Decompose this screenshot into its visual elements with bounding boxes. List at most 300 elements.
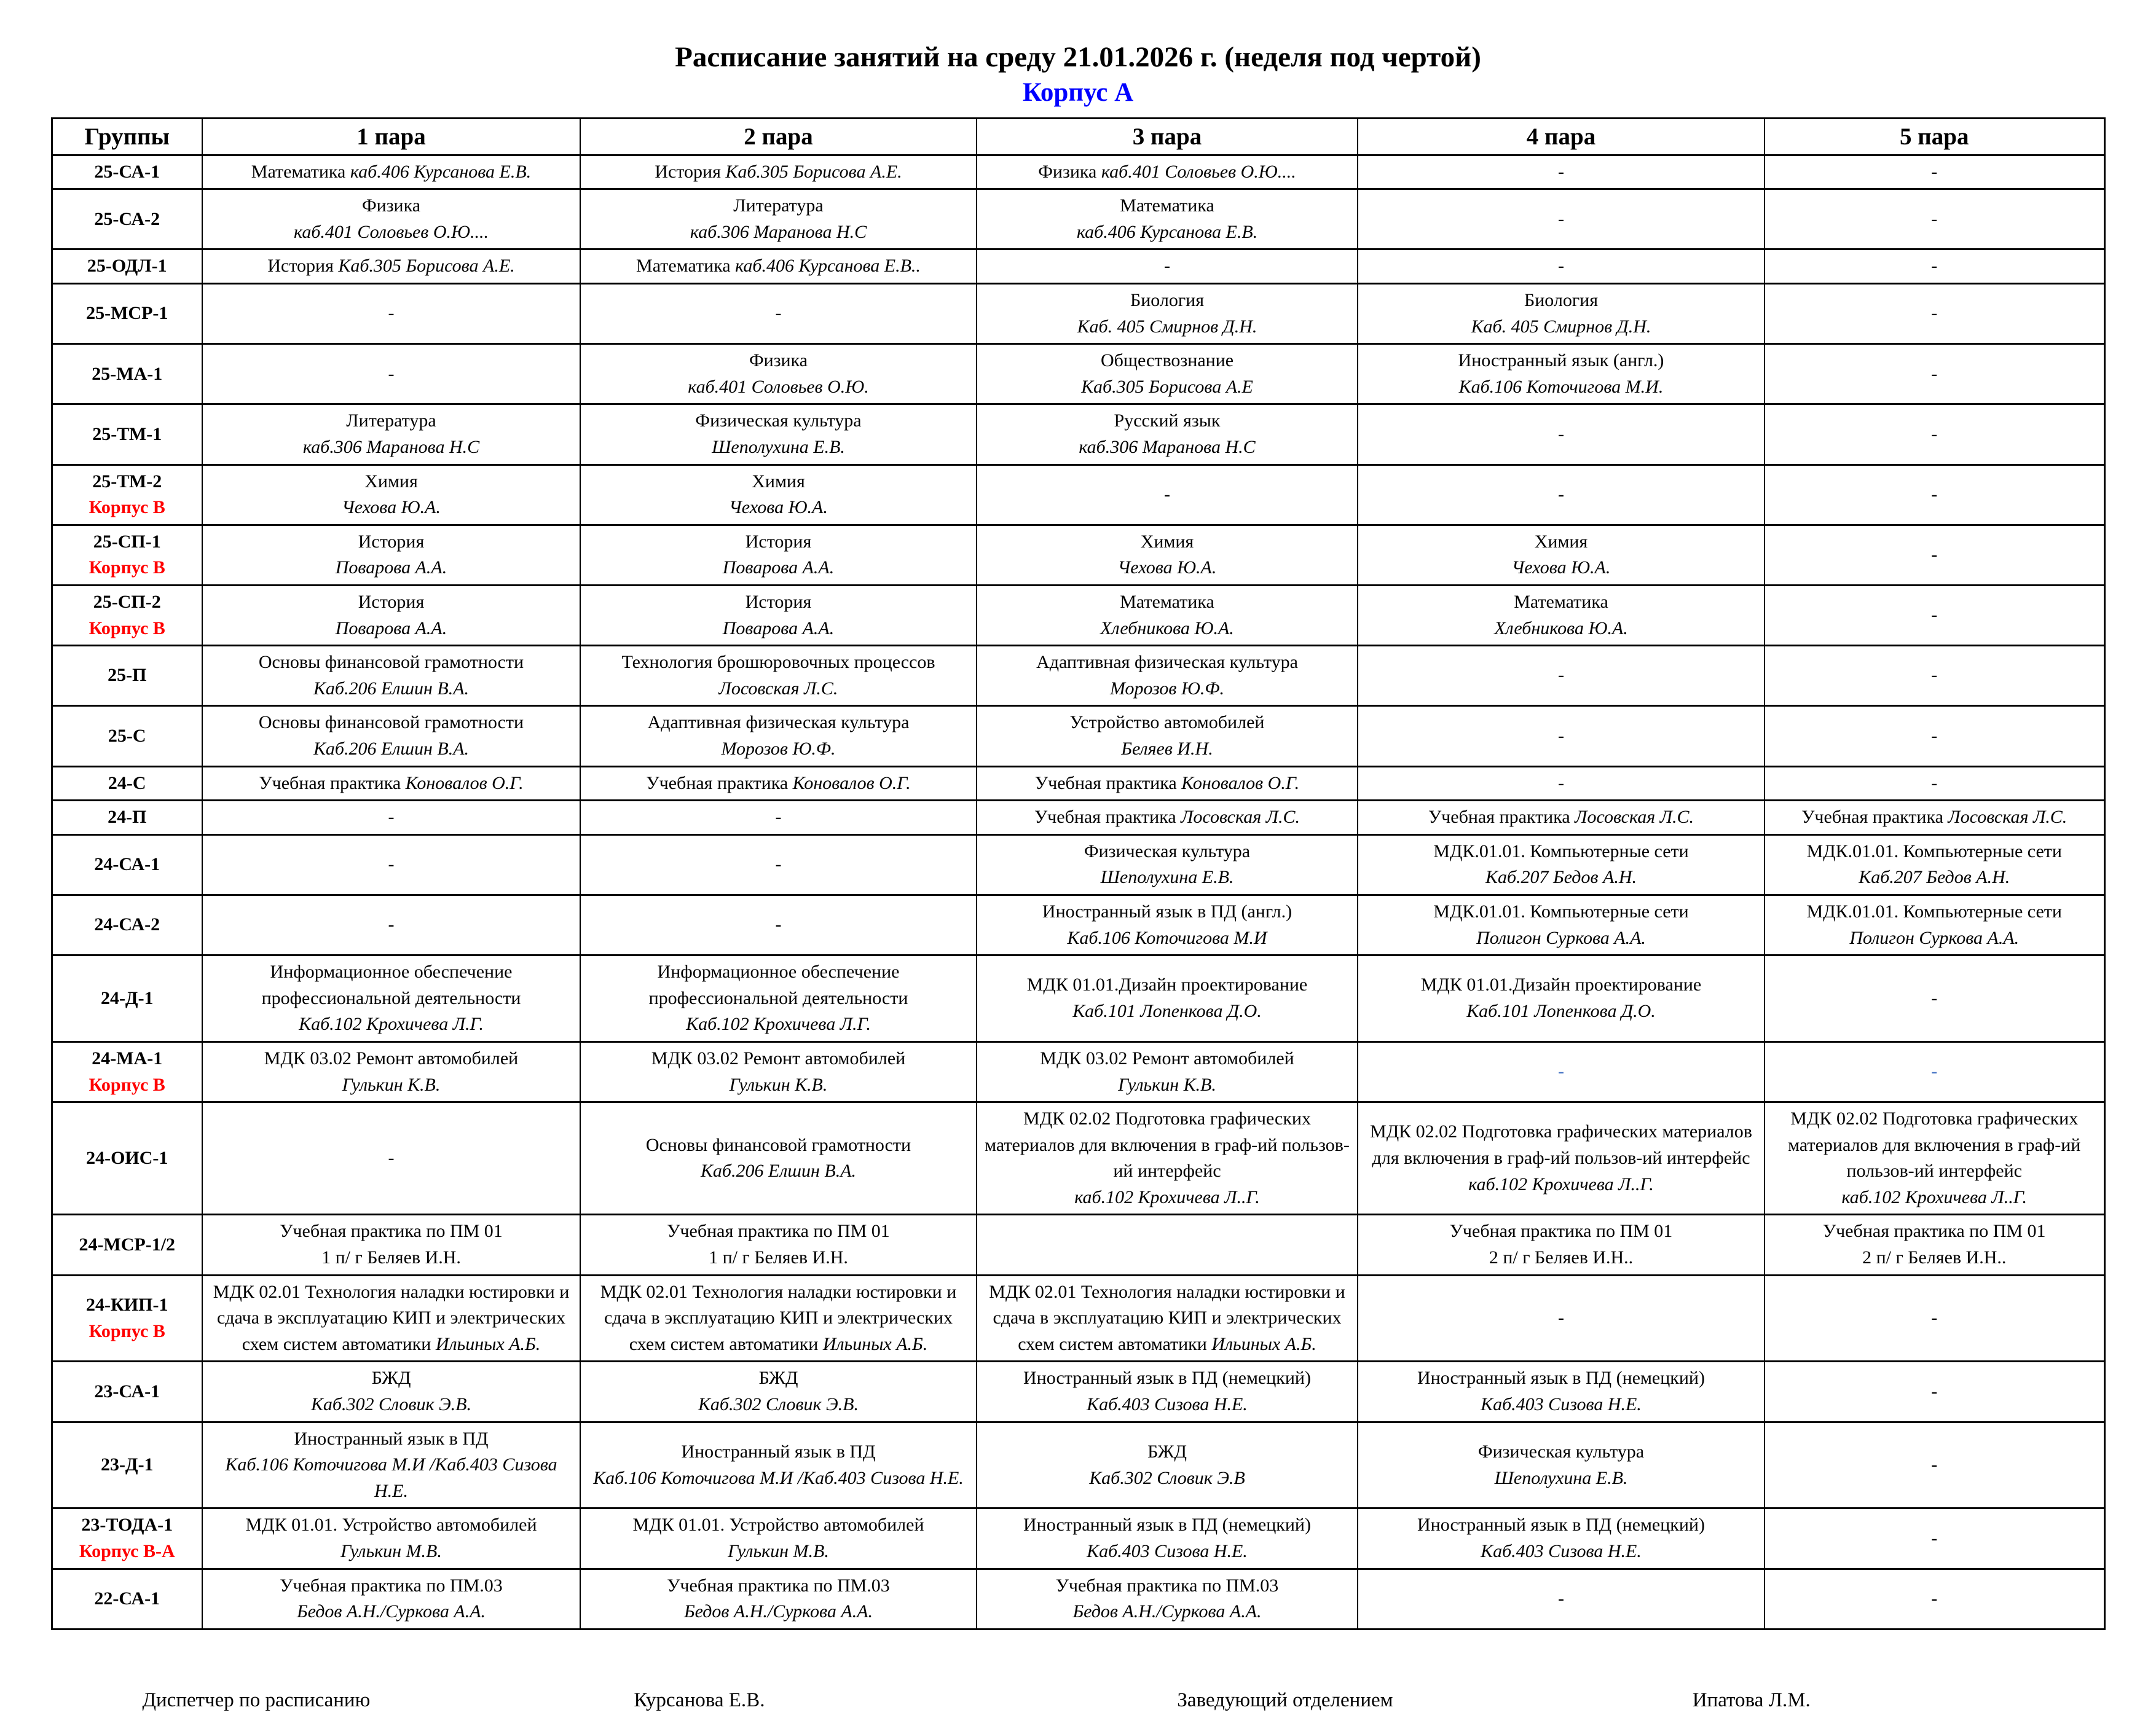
lesson-line: Беляев И.Н. — [1121, 738, 1213, 759]
lesson-cell — [1765, 955, 2104, 1042]
lesson-cell — [1765, 155, 2104, 189]
group-name: 23-ТОДА-1 — [81, 1515, 173, 1536]
group-cell — [52, 189, 202, 249]
lesson-line: - — [1164, 484, 1170, 504]
lesson-line: - — [1931, 605, 1938, 626]
group-cell — [52, 706, 202, 766]
lesson-cell — [1358, 1508, 1765, 1569]
lesson-cell — [977, 1102, 1358, 1215]
lesson-line: 2 п/ г Беляев И.Н.. — [1489, 1247, 1634, 1268]
table-row — [52, 834, 2104, 895]
group-name: 25-СП-2 — [93, 592, 161, 612]
lesson-line: Каб.206 Елшин В.А. — [313, 678, 470, 699]
lesson-line: Каб.403 Сизова Н.Е. — [1481, 1394, 1642, 1415]
group-cell — [52, 344, 202, 404]
lesson-line: - — [1931, 363, 1938, 384]
lesson-line: - — [1931, 1588, 1938, 1609]
lesson-cell — [580, 834, 977, 895]
lesson-cell — [1358, 706, 1765, 766]
group-cell — [52, 1215, 202, 1275]
lesson-line: каб.406 Курсанова Е.В. — [1076, 221, 1258, 242]
lesson-line: Поварова А.А. — [722, 557, 835, 578]
lesson-cell — [977, 284, 1358, 344]
corpus-label: Корпус В — [89, 1074, 165, 1095]
lesson-line: Каб.206 Елшин В.А. — [313, 738, 470, 759]
lesson-cell — [1358, 1569, 1765, 1629]
lesson-line: МДК.01.01. Компьютерные сети — [1806, 901, 2062, 922]
column-header-5: 5 пара — [1765, 118, 2104, 155]
lesson-cell — [1358, 834, 1765, 895]
lesson-line: - — [1558, 423, 1564, 444]
group-cell — [52, 586, 202, 646]
lesson-line: Иностранный язык (англ.) — [1458, 350, 1664, 371]
lesson-cell — [202, 1569, 580, 1629]
lesson-cell — [202, 525, 580, 585]
lesson-line: - — [1558, 1308, 1564, 1328]
lesson-line: Бедов А.Н./Суркова А.А. — [296, 1601, 486, 1622]
lesson-line: Каб.302 Словик Э.В — [1089, 1467, 1245, 1488]
lesson-line: Литература — [346, 410, 436, 431]
table-row — [52, 249, 2104, 284]
lesson-line: - — [1164, 256, 1170, 277]
lesson-cell — [1358, 801, 1765, 835]
lesson-cell — [580, 284, 977, 344]
corpus-title: Корпус А — [1022, 77, 1134, 107]
lesson-line: - — [388, 303, 395, 324]
lesson-line: Каб.101 Лопенкова Д.О. — [1072, 1001, 1262, 1022]
lesson-line: Учебная практика Коновалов О.Г. — [259, 772, 524, 793]
lesson-line: МДК 02.02 Подготовка графических материалов для включения в граф-ий пользов-ий интерфейс — [985, 1108, 1350, 1182]
group-cell — [52, 646, 202, 706]
lesson-cell — [1765, 766, 2104, 801]
lesson-line: Учебная практика по ПМ 01 — [667, 1221, 890, 1242]
lesson-line: 2 п/ г Беляев И.Н.. — [1862, 1247, 2007, 1268]
lesson-line: Математика каб.406 Курсанова Е.В.. — [636, 256, 921, 277]
group-name: 24-С — [108, 772, 146, 793]
lesson-cell — [580, 249, 977, 284]
lesson-line: Химия — [364, 471, 418, 492]
lesson-cell — [580, 895, 977, 955]
lesson-line: БЖД — [1147, 1441, 1187, 1462]
lesson-line: каб.306 Маранова Н.С — [690, 221, 867, 242]
lesson-cell — [1765, 525, 2104, 585]
lesson-line: Учебная практика по ПМ.03 — [280, 1575, 503, 1596]
lesson-cell — [580, 465, 977, 525]
lesson-cell — [1358, 1362, 1765, 1422]
group-cell — [52, 1422, 202, 1508]
lesson-cell — [202, 1362, 580, 1422]
lesson-cell — [977, 1215, 1358, 1275]
lesson-line: Иностранный язык в ПД — [294, 1428, 489, 1449]
lesson-line: - — [1931, 987, 1938, 1008]
lesson-line: - — [1558, 1061, 1564, 1082]
group-name: 24-МА-1 — [92, 1048, 163, 1069]
lesson-cell — [1765, 249, 2104, 284]
lesson-line: Каб.207 Бедов А.Н. — [1859, 867, 2010, 888]
lesson-cell — [1358, 1275, 1765, 1362]
lesson-line: Хлебникова Ю.А. — [1100, 618, 1234, 638]
lesson-cell — [580, 706, 977, 766]
group-cell — [52, 1041, 202, 1102]
lesson-line: - — [388, 914, 395, 935]
lesson-line: Физическая культура — [695, 410, 862, 431]
lesson-line: Иностранный язык в ПД (немецкий) — [1417, 1515, 1705, 1536]
lesson-cell — [977, 766, 1358, 801]
dispatcher-name: Курсанова Е.В. — [634, 1689, 765, 1711]
lesson-cell — [1358, 189, 1765, 249]
table-body — [52, 155, 2104, 1629]
lesson-cell — [202, 955, 580, 1042]
table-row — [52, 1362, 2104, 1422]
group-cell — [52, 1569, 202, 1629]
lesson-cell — [202, 1102, 580, 1215]
lesson-line: каб.102 Крохичева Л..Г. — [1468, 1174, 1654, 1194]
group-cell — [52, 284, 202, 344]
lesson-cell — [977, 801, 1358, 835]
schedule-table — [51, 117, 2106, 1630]
lesson-line: МДК 01.01. Устройство автомобилей — [245, 1515, 537, 1536]
lesson-cell — [202, 155, 580, 189]
lesson-line: Учебная практика по ПМ 01 — [1822, 1221, 2046, 1242]
lesson-cell — [1765, 1215, 2104, 1275]
lesson-line: Гулькин М.В. — [728, 1541, 829, 1561]
lesson-line: БЖД — [758, 1368, 798, 1389]
lesson-cell — [1358, 249, 1765, 284]
group-cell — [52, 1102, 202, 1215]
lesson-cell — [977, 586, 1358, 646]
lesson-line: МДК.01.01. Компьютерные сети — [1433, 841, 1689, 861]
lesson-line: - — [388, 1147, 395, 1168]
lesson-line: - — [1558, 484, 1564, 504]
lesson-cell — [202, 895, 580, 955]
lesson-cell — [1765, 586, 2104, 646]
lesson-cell — [977, 1362, 1358, 1422]
lesson-line: каб.401 Соловьев О.Ю.... — [294, 221, 489, 242]
lesson-line: - — [1558, 1588, 1564, 1609]
lesson-line: Биология — [1524, 290, 1598, 311]
group-cell — [52, 1275, 202, 1362]
lesson-cell — [977, 404, 1358, 465]
lesson-line: Учебная практика Лосовская Л.С. — [1801, 807, 2067, 828]
lesson-line: Математика каб.406 Курсанова Е.В. — [251, 161, 532, 182]
group-name: 22-СА-1 — [94, 1588, 160, 1609]
page-title: Расписание занятий на среду 21.01.2026 г. (неделя под чертой) — [675, 41, 1481, 73]
department-head-label: Заведующий отделением — [1177, 1689, 1393, 1711]
table-row — [52, 801, 2104, 835]
lesson-line: МДК 03.02 Ремонт автомобилей — [651, 1048, 906, 1069]
lesson-line: - — [775, 854, 782, 875]
table-row — [52, 1569, 2104, 1629]
lesson-line: Шеполухина Е.В. — [712, 437, 845, 458]
lesson-line: Иностранный язык в ПД (немецкий) — [1023, 1515, 1311, 1536]
lesson-line: - — [1931, 161, 1938, 182]
group-cell — [52, 955, 202, 1042]
group-name: 25-П — [108, 665, 147, 686]
lesson-cell — [580, 404, 977, 465]
lesson-line: - — [1558, 665, 1564, 686]
lesson-cell — [977, 189, 1358, 249]
lesson-line: МДК 01.01.Дизайн проектирование — [1420, 975, 1702, 995]
lesson-line: Каб.102 Крохичева Л.Г. — [299, 1014, 484, 1035]
lesson-cell — [580, 1102, 977, 1215]
lesson-line: Обществознание — [1100, 350, 1234, 371]
lesson-line: Шеполухина Е.В. — [1100, 867, 1234, 888]
group-name: 25-МА-1 — [92, 363, 163, 384]
lesson-line: Чехова Ю.А. — [729, 497, 828, 518]
header-row — [52, 118, 2104, 155]
group-name: 24-П — [108, 807, 147, 828]
lesson-line: История — [358, 531, 425, 552]
lesson-line: 1 п/ г Беляев И.Н. — [709, 1247, 848, 1268]
lesson-line: История Каб.305 Борисова А.Е. — [267, 256, 515, 277]
lesson-cell — [1358, 586, 1765, 646]
lesson-cell — [580, 955, 977, 1042]
group-name: 24-СА-1 — [94, 854, 160, 875]
lesson-cell — [1765, 1508, 2104, 1569]
lesson-line: - — [1931, 208, 1938, 229]
lesson-line: - — [1931, 1528, 1938, 1548]
lesson-line: Морозов Ю.Ф. — [1109, 678, 1225, 699]
lesson-line: Каб.302 Словик Э.В. — [698, 1394, 859, 1415]
lesson-cell — [580, 1215, 977, 1275]
lesson-cell — [580, 586, 977, 646]
lesson-cell — [202, 1275, 580, 1362]
lesson-line: История — [745, 592, 812, 612]
lesson-line: - — [775, 303, 782, 324]
lesson-line: МДК 02.01 Технология наладки юстировки и сдача в эксплуатацию КИП и электрических схем систем автоматики Ильиных А.Б. — [600, 1281, 957, 1354]
lesson-line: 1 п/ г Беляев И.Н. — [321, 1247, 461, 1268]
table-row — [52, 1102, 2104, 1215]
lesson-cell — [202, 344, 580, 404]
lesson-line: - — [1931, 303, 1938, 324]
lesson-line: Физическая культура — [1477, 1441, 1645, 1462]
lesson-line: Основы финансовой грамотности — [258, 712, 524, 733]
column-header-2: 2 пара — [580, 118, 977, 155]
lesson-line: - — [1558, 772, 1564, 793]
dispatcher-label: Диспетчер по расписанию — [142, 1689, 371, 1711]
lesson-line: Основы финансовой грамотности — [645, 1134, 911, 1155]
lesson-line: Поварова А.А. — [335, 557, 447, 578]
table-row — [52, 404, 2104, 465]
lesson-line: Учебная практика Коновалов О.Г. — [646, 772, 911, 793]
lesson-line: Каб.305 Борисова А.Е — [1081, 376, 1253, 397]
lesson-cell — [580, 801, 977, 835]
lesson-cell — [202, 706, 580, 766]
corpus-label: Корпус В — [89, 497, 165, 518]
lesson-line: Математика — [1514, 592, 1608, 612]
lesson-cell — [1765, 1422, 2104, 1508]
group-name: 25-ТМ-1 — [92, 423, 162, 444]
lesson-cell — [977, 834, 1358, 895]
lesson-cell — [1765, 1569, 2104, 1629]
lesson-line: Каб.403 Сизова Н.Е. — [1087, 1394, 1248, 1415]
lesson-line: МДК 01.01. Устройство автомобилей — [632, 1515, 924, 1536]
lesson-line: Технология брошюровочных процессов — [621, 652, 935, 673]
lesson-line: Гулькин К.В. — [342, 1074, 441, 1095]
lesson-cell — [202, 404, 580, 465]
table-row — [52, 465, 2104, 525]
lesson-cell — [580, 189, 977, 249]
lesson-line: Шеполухина Е.В. — [1494, 1467, 1628, 1488]
lesson-line: Каб.403 Сизова Н.Е. — [1087, 1541, 1248, 1561]
lesson-cell — [202, 1215, 580, 1275]
lesson-cell — [580, 344, 977, 404]
lesson-line: Учебная практика Лосовская Л.С. — [1428, 807, 1694, 828]
lesson-line: Учебная практика Лосовская Л.С. — [1034, 807, 1300, 828]
group-cell — [52, 155, 202, 189]
lesson-line: МДК 03.02 Ремонт автомобилей — [1040, 1048, 1294, 1069]
table-row — [52, 955, 2104, 1042]
group-cell — [52, 1362, 202, 1422]
lesson-line: Чехова Ю.А. — [1511, 557, 1611, 578]
lesson-cell — [580, 1422, 977, 1508]
lesson-cell — [1358, 1041, 1765, 1102]
lesson-line: Литература — [733, 195, 824, 216]
group-name: 25-СА-2 — [94, 208, 160, 229]
lesson-line: каб.102 Крохичева Л..Г. — [1841, 1187, 2028, 1207]
lesson-cell — [1358, 1422, 1765, 1508]
group-name: 24-КИП-1 — [86, 1294, 168, 1315]
lesson-cell — [1358, 646, 1765, 706]
lesson-cell — [1765, 465, 2104, 525]
group-cell — [52, 834, 202, 895]
lesson-cell — [202, 586, 580, 646]
lesson-cell — [580, 1508, 977, 1569]
lesson-line: Хлебникова Ю.А. — [1494, 618, 1628, 638]
lesson-line: Полигон Суркова А.А. — [1476, 927, 1646, 948]
lesson-line: - — [1558, 208, 1564, 229]
lesson-cell — [202, 284, 580, 344]
lesson-line: Информационное обеспечение профессиональной деятельности — [648, 962, 908, 1008]
lesson-cell — [1358, 344, 1765, 404]
lesson-line: - — [1931, 1061, 1938, 1082]
group-name: 25-МСР-1 — [86, 303, 168, 324]
group-name: 25-ТМ-2 — [92, 471, 162, 492]
lesson-cell — [202, 766, 580, 801]
table-row — [52, 344, 2104, 404]
department-head-name: Ипатова Л.М. — [1692, 1689, 1811, 1711]
lesson-cell — [580, 525, 977, 585]
lesson-line: Бедов А.Н./Суркова А.А. — [1072, 1601, 1262, 1622]
lesson-line: Учебная практика по ПМ 01 — [280, 1221, 503, 1242]
table-row — [52, 646, 2104, 706]
lesson-line: каб.306 Маранова Н.С — [1079, 437, 1256, 458]
lesson-line: Каб.302 Словик Э.В. — [311, 1394, 471, 1415]
lesson-line: МДК 02.01 Технология наладки юстировки и сдача в эксплуатацию КИП и электрических схем систем автоматики Ильиных А.Б. — [989, 1281, 1345, 1354]
lesson-line: Химия — [1140, 531, 1194, 552]
table-row — [52, 155, 2104, 189]
group-cell — [52, 404, 202, 465]
lesson-line: Русский язык — [1114, 410, 1221, 431]
lesson-cell — [1358, 766, 1765, 801]
lesson-line: Устройство автомобилей — [1069, 712, 1265, 733]
column-header-3: 3 пара — [977, 118, 1358, 155]
lesson-cell — [1765, 1102, 2104, 1215]
lesson-line: Каб. 405 Смирнов Д.Н. — [1077, 316, 1257, 337]
lesson-line: Каб.102 Крохичева Л.Г. — [686, 1014, 871, 1035]
lesson-cell — [1358, 525, 1765, 585]
table-row — [52, 895, 2104, 955]
lesson-cell — [1765, 1275, 2104, 1362]
lesson-line: МДК 02.02 Подготовка графических материалов для включения в граф-ий пользов-ий интерфейс — [1370, 1121, 1752, 1168]
lesson-line: - — [1931, 423, 1938, 444]
lesson-cell — [1765, 344, 2104, 404]
group-name: 25-СА-1 — [94, 161, 160, 182]
lesson-line: Биология — [1130, 290, 1204, 311]
lesson-line: Лосовская Л.С. — [718, 678, 838, 699]
group-cell — [52, 801, 202, 835]
lesson-cell — [977, 1508, 1358, 1569]
lesson-cell — [580, 1275, 977, 1362]
corpus-label: Корпус В — [89, 557, 165, 578]
lesson-line: Каб.101 Лопенкова Д.О. — [1466, 1001, 1656, 1022]
lesson-line: Математика — [1120, 195, 1214, 216]
lesson-cell — [202, 249, 580, 284]
lesson-line: Гулькин К.В. — [729, 1074, 828, 1095]
corpus-label: Корпус В — [89, 618, 165, 638]
lesson-line: Учебная практика по ПМ 01 — [1449, 1221, 1673, 1242]
lesson-line: Гулькин М.В. — [340, 1541, 442, 1561]
lesson-cell — [1358, 895, 1765, 955]
lesson-line: - — [1558, 725, 1564, 746]
lesson-cell — [977, 525, 1358, 585]
group-cell — [52, 249, 202, 284]
column-header-1: 1 пара — [202, 118, 580, 155]
lesson-line: МДК 01.01.Дизайн проектирование — [1026, 975, 1308, 995]
lesson-cell — [580, 1569, 977, 1629]
group-name: 25-С — [108, 725, 146, 746]
group-cell — [52, 465, 202, 525]
lesson-cell — [580, 155, 977, 189]
lesson-cell — [977, 955, 1358, 1042]
group-name: 24-МСР-1/2 — [79, 1234, 176, 1255]
lesson-cell — [1358, 155, 1765, 189]
lesson-cell — [1765, 895, 2104, 955]
lesson-line: Физика каб.401 Соловьев О.Ю.... — [1038, 161, 1296, 182]
lesson-line: - — [1558, 256, 1564, 277]
table-row — [52, 1508, 2104, 1569]
lesson-line: Иностранный язык в ПД (немецкий) — [1023, 1368, 1311, 1389]
lesson-line: Адаптивная физическая культура — [1036, 652, 1298, 673]
lesson-cell — [1765, 706, 2104, 766]
group-name: 24-Д-1 — [100, 987, 154, 1008]
lesson-line: каб.306 Маранова Н.С — [302, 437, 480, 458]
lesson-cell — [1765, 1041, 2104, 1102]
lesson-line: Бедов А.Н./Суркова А.А. — [683, 1601, 873, 1622]
lesson-cell — [1358, 1102, 1765, 1215]
lesson-cell — [977, 646, 1358, 706]
lesson-line: - — [388, 363, 395, 384]
lesson-line: История — [358, 592, 425, 612]
table-row — [52, 766, 2104, 801]
lesson-cell — [977, 249, 1358, 284]
lesson-cell — [202, 189, 580, 249]
corpus-label: Корпус В-А — [79, 1541, 175, 1561]
lesson-line: МДК.01.01. Компьютерные сети — [1806, 841, 2062, 861]
lesson-cell — [202, 465, 580, 525]
lesson-line: Основы финансовой грамотности — [258, 652, 524, 673]
group-name: 23-СА-1 — [94, 1381, 160, 1402]
group-name: 25-СП-1 — [93, 531, 161, 552]
lesson-line: Информационное обеспечение профессиональной деятельности — [261, 962, 521, 1008]
group-name: 24-ОИС-1 — [86, 1147, 168, 1168]
lesson-cell — [1765, 284, 2104, 344]
lesson-line: - — [1558, 161, 1564, 182]
lesson-line: - — [775, 807, 782, 828]
lesson-line: БЖД — [371, 1368, 411, 1389]
lesson-cell — [1765, 1362, 2104, 1422]
table-row — [52, 1041, 2104, 1102]
